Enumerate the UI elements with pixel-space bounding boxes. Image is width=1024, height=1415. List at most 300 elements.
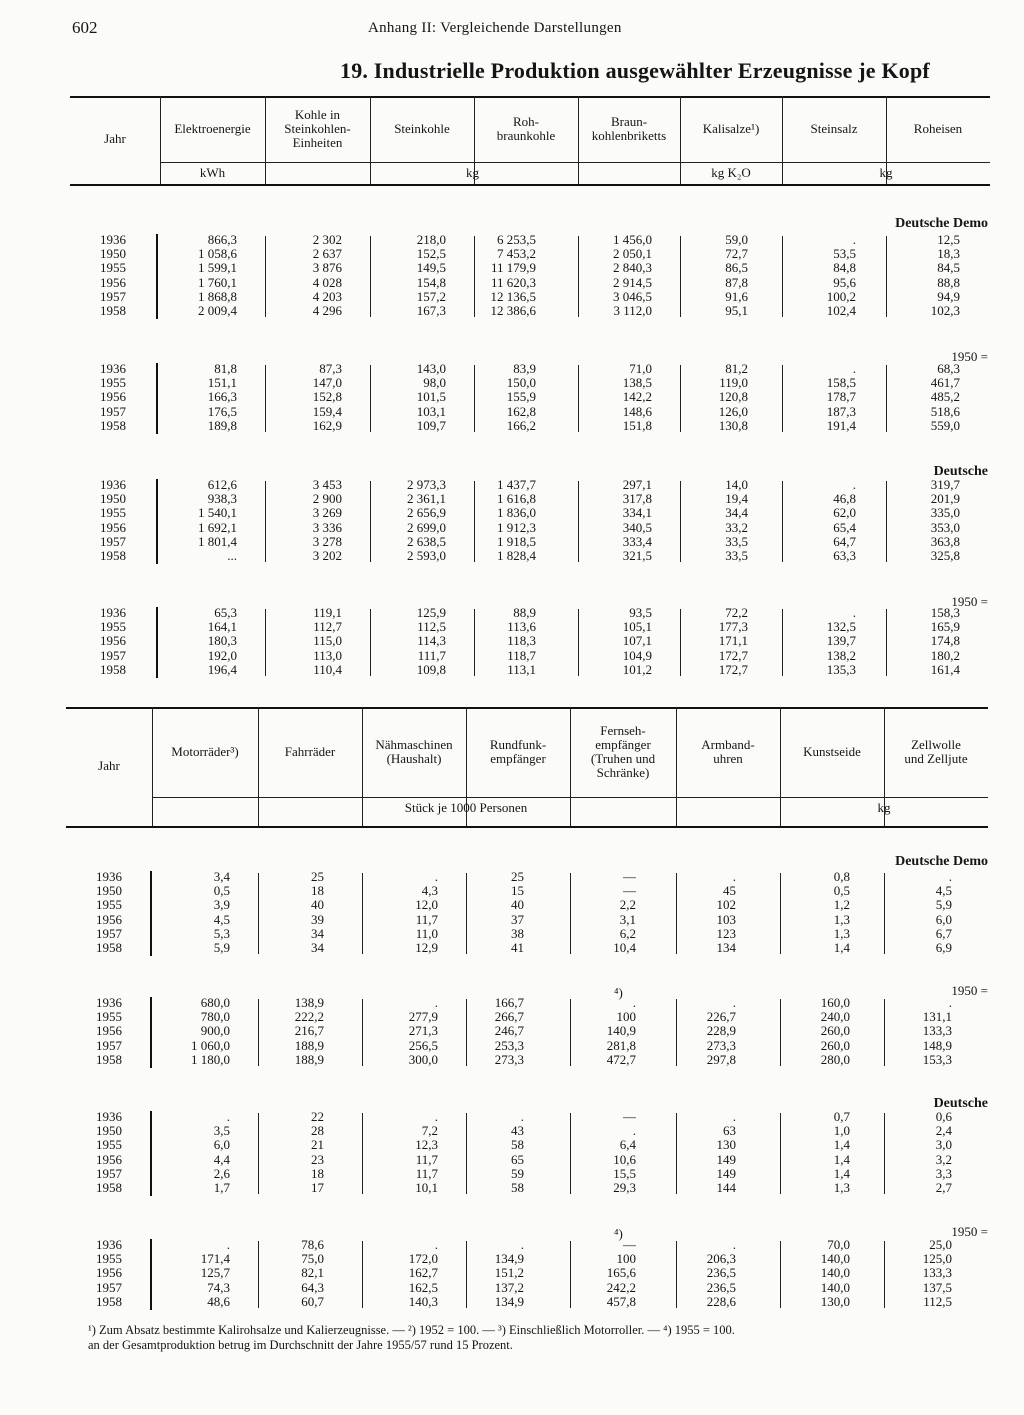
table-cell: 1,7 xyxy=(213,1179,230,1195)
table-cell: . xyxy=(434,995,438,1010)
table-cell: 162,8 xyxy=(506,403,536,419)
table-cell: 162,5 xyxy=(408,1279,438,1295)
t1-data-col-3-6 xyxy=(782,606,856,677)
table-cell: 10,6 xyxy=(613,1151,636,1167)
table-cell: . xyxy=(632,1123,636,1139)
table-cell: 2,2 xyxy=(619,897,636,913)
table-cell: 100 xyxy=(616,1251,636,1267)
table-cell: 142,2 xyxy=(622,389,652,405)
t1-data-col-2-4 xyxy=(578,478,652,563)
t2-section-label-1: 1950 = xyxy=(951,983,988,998)
table-cell: 5,9 xyxy=(935,897,952,913)
table-cell: 281,8 xyxy=(606,1037,636,1053)
table-cell: . xyxy=(948,869,952,884)
table-cell: 118,7 xyxy=(507,647,536,663)
table-cell: 95,6 xyxy=(833,274,856,290)
table-cell: 3 269 xyxy=(312,505,342,521)
table-cell: 21 xyxy=(311,1137,324,1153)
table-cell: 125,0 xyxy=(922,1251,952,1267)
table-cell: 178,7 xyxy=(826,389,856,405)
year-label: 1955 xyxy=(96,897,122,913)
year-label: 1957 xyxy=(96,1279,122,1295)
table-cell: 111,7 xyxy=(417,647,446,663)
table-cell: 105,1 xyxy=(622,619,652,635)
table-cell: 88,9 xyxy=(513,605,536,620)
t1-col-header-6-line: Steinsalz xyxy=(810,121,858,136)
t1-col-header-2 xyxy=(370,122,474,136)
table-cell: 325,8 xyxy=(930,547,960,563)
table-cell: 58 xyxy=(511,1137,524,1153)
t1-data-col-1-6 xyxy=(782,362,856,433)
year-label: 1936 xyxy=(100,605,126,620)
table-cell: . xyxy=(732,995,736,1010)
table-cell: — xyxy=(623,1237,636,1252)
t2-col-header-4-line: (Truhen und xyxy=(590,751,656,766)
table-cell: . xyxy=(852,477,856,492)
year-label: 1956 xyxy=(96,1023,122,1039)
t2-data-col-2-0 xyxy=(152,1110,230,1195)
t1-data-col-3-5 xyxy=(680,606,748,677)
table-cell: . xyxy=(434,869,438,884)
table-cell: 100,2 xyxy=(826,288,856,304)
t1-data-col-3-4 xyxy=(578,606,652,677)
year-label: 1956 xyxy=(96,1151,122,1167)
table-cell: 29,3 xyxy=(613,1179,636,1195)
t1-col-header-6 xyxy=(782,122,886,136)
table-cell: 43 xyxy=(511,1123,524,1139)
t1-year-bar-2 xyxy=(156,479,158,564)
year-label: 1956 xyxy=(100,274,126,290)
table-cell: 155,9 xyxy=(506,389,536,405)
table-cell: ... xyxy=(227,547,237,563)
table-cell: 118,3 xyxy=(507,633,536,649)
table-cell: 0,8 xyxy=(833,869,850,884)
table-cell: 518,6 xyxy=(930,403,960,419)
table-cell: 260,0 xyxy=(820,1037,850,1053)
t2-data-col-0-2 xyxy=(362,870,438,955)
table-cell: 3,0 xyxy=(935,1137,952,1153)
table-cell: 130,8 xyxy=(718,417,748,433)
table-cell: 158,3 xyxy=(930,605,960,620)
t1-data-col-1-2 xyxy=(370,362,446,433)
table-cell: 188,9 xyxy=(294,1051,324,1067)
t1-data-col-2-1 xyxy=(265,478,342,563)
table-cell: 174,8 xyxy=(930,633,960,649)
table-cell: 680,0 xyxy=(200,995,230,1010)
table-cell: 143,0 xyxy=(416,361,446,376)
t2-data-col-3-5 xyxy=(676,1238,736,1309)
t1-data-col-2-7 xyxy=(886,478,960,563)
table-cell: 139,7 xyxy=(826,633,856,649)
table-cell: 84,8 xyxy=(833,260,856,276)
table-cell: 1 692,1 xyxy=(198,519,237,535)
table-cell: 3,9 xyxy=(213,897,230,913)
year-label: 1950 xyxy=(96,883,122,899)
table-cell: 2 699,0 xyxy=(407,519,446,535)
table-cell: 25 xyxy=(311,869,324,884)
table-cell: 253,3 xyxy=(494,1037,524,1053)
table-cell: 25 xyxy=(511,869,524,884)
t1-head-rule xyxy=(70,184,990,186)
year-label: 1936 xyxy=(96,869,122,884)
table-cell: 159,4 xyxy=(312,403,342,419)
t2-col-header-2 xyxy=(362,738,466,766)
table-cell: . xyxy=(852,605,856,620)
t1-col-header-7-line: Roheisen xyxy=(913,121,963,136)
table-cell: 218,0 xyxy=(416,232,446,247)
table-cell: 162,9 xyxy=(312,417,342,433)
t2-unit-0: Stück je 1000 Personen xyxy=(404,800,528,815)
t1-data-col-0-4 xyxy=(578,233,652,318)
table-cell: 59,0 xyxy=(725,232,748,247)
table-cell: 134 xyxy=(716,939,736,955)
t1-data-col-1-4 xyxy=(578,362,652,433)
table-cell: 167,3 xyxy=(416,302,446,318)
t1-unit-3: kg xyxy=(879,165,893,180)
table-cell: 333,4 xyxy=(622,533,652,549)
t1-col-header-4-line: Braun- xyxy=(610,114,648,129)
table-cell: 70,0 xyxy=(827,1237,850,1252)
table-cell: 17 xyxy=(311,1179,324,1195)
t2-data-col-3-3 xyxy=(466,1238,524,1309)
table-cell: 39 xyxy=(311,911,324,927)
table-cell: 12,0 xyxy=(415,897,438,913)
table-cell: 34 xyxy=(311,925,324,941)
table-cell: 5,9 xyxy=(213,939,230,955)
table-cell: 2,6 xyxy=(213,1165,230,1181)
t1-data-col-2-2 xyxy=(370,478,446,563)
year-label: 1958 xyxy=(96,1051,122,1067)
t2-col-header-0 xyxy=(152,745,258,759)
table-cell: 41 xyxy=(511,939,524,955)
year-label: 1955 xyxy=(96,1251,122,1267)
table-cell: 2 050,1 xyxy=(613,246,652,262)
table-cell: 6,0 xyxy=(935,911,952,927)
table-cell: 6,7 xyxy=(935,925,952,941)
table-cell: 109,8 xyxy=(416,661,446,677)
table-cell: 277,9 xyxy=(408,1009,438,1025)
table-cell: 154,8 xyxy=(416,274,446,290)
table-cell: 172,7 xyxy=(718,647,748,663)
t2-data-col-2-4 xyxy=(570,1110,636,1195)
t2-data-col-2-1 xyxy=(258,1110,324,1195)
table-cell: 12,5 xyxy=(937,232,960,247)
table-cell: 149 xyxy=(716,1151,736,1167)
table-cell: 1,4 xyxy=(833,939,850,955)
table-cell: 152,5 xyxy=(416,246,446,262)
table-cell: — xyxy=(623,883,636,899)
table-cell: 63 xyxy=(723,1123,736,1139)
table-cell: 1 801,4 xyxy=(198,533,237,549)
table-cell: 3 112,0 xyxy=(613,302,652,318)
table-cell: 1,4 xyxy=(833,1165,850,1181)
table-cell: 149 xyxy=(716,1165,736,1181)
t2-section-note-1: ⁴) xyxy=(614,985,623,1000)
t2-col-header-2-line: (Haushalt) xyxy=(386,751,442,766)
table-cell: 71,0 xyxy=(629,361,652,376)
table-cell: 2,4 xyxy=(935,1123,952,1139)
table-cell: 11,7 xyxy=(415,1165,438,1181)
table-cell: 297,1 xyxy=(622,477,652,492)
table-cell: 134,9 xyxy=(494,1293,524,1309)
table-cell: 130 xyxy=(716,1137,736,1153)
t2-data-col-1-4 xyxy=(570,996,636,1067)
table-cell: 91,6 xyxy=(725,288,748,304)
table-cell: 240,0 xyxy=(820,1009,850,1025)
table-cell: 461,7 xyxy=(930,375,960,391)
table-cell: 65 xyxy=(511,1151,524,1167)
table-title: 19. Industrielle Produktion ausgewählter Erzeugnisse je Kopf xyxy=(340,58,930,83)
t2-section-label-2: Deutsche xyxy=(933,1096,988,1111)
table-cell: 82,1 xyxy=(301,1265,324,1281)
year-label: 1956 xyxy=(100,389,126,405)
t1-data-col-0-5 xyxy=(680,233,748,318)
table-cell: 335,0 xyxy=(930,505,960,521)
t2-data-col-3-0 xyxy=(152,1238,230,1309)
table-cell: 260,0 xyxy=(820,1023,850,1039)
table-cell: 137,2 xyxy=(494,1279,524,1295)
table-cell: 242,2 xyxy=(606,1279,636,1295)
table-cell: 94,9 xyxy=(937,288,960,304)
table-cell: 53,5 xyxy=(833,246,856,262)
t1-data-col-1-7 xyxy=(886,362,960,433)
table-cell: 88,8 xyxy=(937,274,960,290)
year-label: 1936 xyxy=(96,995,122,1010)
t2-data-col-1-2 xyxy=(362,996,438,1067)
year-label: 1956 xyxy=(100,633,126,649)
table-cell: 1 060,0 xyxy=(191,1037,230,1053)
t1-years-3 xyxy=(100,606,126,677)
t2-data-col-1-3 xyxy=(466,996,524,1067)
table-cell: 12 136,5 xyxy=(490,288,536,304)
t1-section-label-3: 1950 = xyxy=(951,594,988,609)
table-cell: 1 868,8 xyxy=(198,288,237,304)
table-cell: 131,1 xyxy=(922,1009,952,1025)
table-cell: 226,7 xyxy=(706,1009,736,1025)
t2-col-header-4-line: Fernseh- xyxy=(600,723,646,738)
table-cell: 11 179,9 xyxy=(490,260,536,276)
t2-year-header: Jahr xyxy=(98,757,120,773)
table-cell: 81,8 xyxy=(214,361,237,376)
t1-data-col-0-6 xyxy=(782,233,856,318)
table-cell: 866,3 xyxy=(207,232,237,247)
t2-col-header-0-line: Motorräder³) xyxy=(171,744,239,759)
year-label: 1957 xyxy=(100,533,126,549)
table-cell: 147,0 xyxy=(312,375,342,391)
table-cell: 101,2 xyxy=(622,661,652,677)
page-number: 602 xyxy=(72,18,98,37)
table-cell: 149,5 xyxy=(416,260,446,276)
table-cell: 180,3 xyxy=(207,633,237,649)
table-cell: 134,9 xyxy=(494,1251,524,1267)
table-cell: 4 028 xyxy=(312,274,342,290)
table-cell: 102,4 xyxy=(826,302,856,318)
table-cell: 0,6 xyxy=(935,1109,952,1124)
table-cell: 1 918,5 xyxy=(497,533,536,549)
t2-col-header-7-line: Zellwolle xyxy=(911,737,961,752)
t1-col-header-1-line: Steinkohlen- xyxy=(284,121,351,136)
year-label: 1958 xyxy=(100,302,126,318)
t2-col-header-3-line: Rundfunk- xyxy=(489,737,547,752)
table-cell: 78,6 xyxy=(301,1237,324,1252)
table-cell: . xyxy=(632,995,636,1010)
table-cell: 3 336 xyxy=(312,519,342,535)
table-cell: . xyxy=(520,1237,524,1252)
table-cell: 780,0 xyxy=(200,1009,230,1025)
t1-data-col-2-5 xyxy=(680,478,748,563)
table-cell: 6,0 xyxy=(213,1137,230,1153)
year-label: 1957 xyxy=(100,403,126,419)
year-label: 1936 xyxy=(100,361,126,376)
table-cell: 113,1 xyxy=(507,661,536,677)
year-label: 1950 xyxy=(100,246,126,262)
table-cell: 4 296 xyxy=(312,302,342,318)
table-cell: 228,6 xyxy=(706,1293,736,1309)
t1-year-bar-1 xyxy=(156,363,158,434)
t1-unit-rule xyxy=(160,162,990,163)
t1-data-col-0-3 xyxy=(474,233,536,318)
table-cell: 150,0 xyxy=(506,375,536,391)
table-cell: 33,5 xyxy=(725,533,748,549)
t1-data-col-1-3 xyxy=(474,362,536,433)
table-cell: 28 xyxy=(311,1123,324,1139)
table-cell: 148,6 xyxy=(622,403,652,419)
table-cell: 246,7 xyxy=(494,1023,524,1039)
table-cell: 102,3 xyxy=(930,302,960,318)
t2-col-header-6 xyxy=(780,745,884,759)
t1-col-header-3-line: Roh- xyxy=(513,114,539,129)
table-cell: 11,7 xyxy=(415,1151,438,1167)
table-cell: 59 xyxy=(511,1165,524,1181)
table-cell: 135,3 xyxy=(826,661,856,677)
table-cell: 297,8 xyxy=(706,1051,736,1067)
t1-col-header-4-line: kohlenbriketts xyxy=(591,128,667,143)
table-cell: 75,0 xyxy=(301,1251,324,1267)
year-label: 1956 xyxy=(100,519,126,535)
table-cell: 363,8 xyxy=(930,533,960,549)
table-cell: 180,2 xyxy=(930,647,960,663)
t1-data-col-1-5 xyxy=(680,362,748,433)
table-cell: 81,2 xyxy=(725,361,748,376)
table-cell: 485,2 xyxy=(930,389,960,405)
table-cell: 1 180,0 xyxy=(191,1051,230,1067)
table-cell: 37 xyxy=(511,911,524,927)
table-cell: 74,3 xyxy=(207,1279,230,1295)
table-cell: 68,3 xyxy=(937,361,960,376)
t2-data-col-2-7 xyxy=(884,1110,952,1195)
t1-col-header-5 xyxy=(680,122,782,136)
table-cell: 130,0 xyxy=(820,1293,850,1309)
year-label: 1955 xyxy=(100,505,126,521)
table-cell: 15,5 xyxy=(613,1165,636,1181)
table-cell: 48,6 xyxy=(207,1293,230,1309)
t1-year-bar-3 xyxy=(156,607,158,678)
t1-section-label-1: 1950 = xyxy=(951,349,988,364)
t1-col-header-1-line: Kohle in xyxy=(294,107,341,122)
table-cell: 11,0 xyxy=(415,925,438,941)
table-cell: 6,9 xyxy=(935,939,952,955)
table-cell: 3,5 xyxy=(213,1123,230,1139)
table-cell: 40 xyxy=(311,897,324,913)
table-cell: 2 638,5 xyxy=(407,533,446,549)
t1-col-header-4 xyxy=(578,115,680,143)
table-cell: 65,3 xyxy=(214,605,237,620)
table-cell: 101,5 xyxy=(416,389,446,405)
table-cell: 72,7 xyxy=(725,246,748,262)
table-cell: 138,5 xyxy=(622,375,652,391)
table-cell: 317,8 xyxy=(622,491,652,507)
table-cell: 114,3 xyxy=(417,633,446,649)
t2-data-col-0-7 xyxy=(884,870,952,955)
table-cell: 266,7 xyxy=(494,1009,524,1025)
year-label: 1936 xyxy=(96,1237,122,1252)
year-label: 1958 xyxy=(100,417,126,433)
table-cell: 6 253,5 xyxy=(497,232,536,247)
table-cell: 107,1 xyxy=(622,633,652,649)
table-cell: 172,0 xyxy=(408,1251,438,1267)
table-cell: 1 760,1 xyxy=(198,274,237,290)
table-cell: . xyxy=(226,1237,230,1252)
table-cell: 334,1 xyxy=(622,505,652,521)
year-label: 1957 xyxy=(96,925,122,941)
table-cell: 900,0 xyxy=(200,1023,230,1039)
table-cell: 256,5 xyxy=(408,1037,438,1053)
t2-data-col-3-7 xyxy=(884,1238,952,1309)
table-cell: 192,0 xyxy=(207,647,237,663)
table-cell: 228,9 xyxy=(706,1023,736,1039)
t1-section-label-2: Deutsche xyxy=(933,464,988,479)
t1-data-col-3-3 xyxy=(474,606,536,677)
table-cell: 1,4 xyxy=(833,1137,850,1153)
table-cell: 23 xyxy=(311,1151,324,1167)
table-cell: . xyxy=(434,1237,438,1252)
table-cell: 161,4 xyxy=(930,661,960,677)
t2-section-note-3: ⁴) xyxy=(614,1226,623,1241)
t2-data-col-0-5 xyxy=(676,870,736,955)
year-label: 1936 xyxy=(100,232,126,247)
t1-data-col-3-7 xyxy=(886,606,960,677)
table-cell: 7,2 xyxy=(421,1123,438,1139)
table-cell: 171,1 xyxy=(718,633,748,649)
table-cell: 2 656,9 xyxy=(407,505,446,521)
t1-data-col-2-3 xyxy=(474,478,536,563)
table-cell: 18 xyxy=(311,1165,324,1181)
t1-unit-0: kWh xyxy=(199,165,226,180)
year-label: 1958 xyxy=(96,939,122,955)
t2-data-col-2-2 xyxy=(362,1110,438,1195)
table-cell: 72,2 xyxy=(725,605,748,620)
table-cell: 10,4 xyxy=(613,939,636,955)
t2-years-1 xyxy=(96,996,122,1067)
t1-unit-sep xyxy=(265,162,266,184)
table-cell: 222,2 xyxy=(294,1009,324,1025)
table-cell: 166,2 xyxy=(506,417,536,433)
table-cell: 33,2 xyxy=(725,519,748,535)
table-cell: 144 xyxy=(716,1179,736,1195)
t1-years-0 xyxy=(100,233,126,318)
year-label: 1936 xyxy=(96,1109,122,1124)
table-cell: 1 437,7 xyxy=(497,477,536,492)
table-cell: 1,3 xyxy=(833,911,850,927)
table-cell: 1,3 xyxy=(833,925,850,941)
table-cell: 3,4 xyxy=(213,869,230,884)
table-cell: 133,3 xyxy=(922,1265,952,1281)
table-cell: 102 xyxy=(716,897,736,913)
table-cell: 123 xyxy=(716,925,736,941)
t1-col-header-2-line: Steinkohle xyxy=(394,121,450,136)
table-cell: 140,0 xyxy=(820,1251,850,1267)
table-cell: 140,9 xyxy=(606,1023,636,1039)
